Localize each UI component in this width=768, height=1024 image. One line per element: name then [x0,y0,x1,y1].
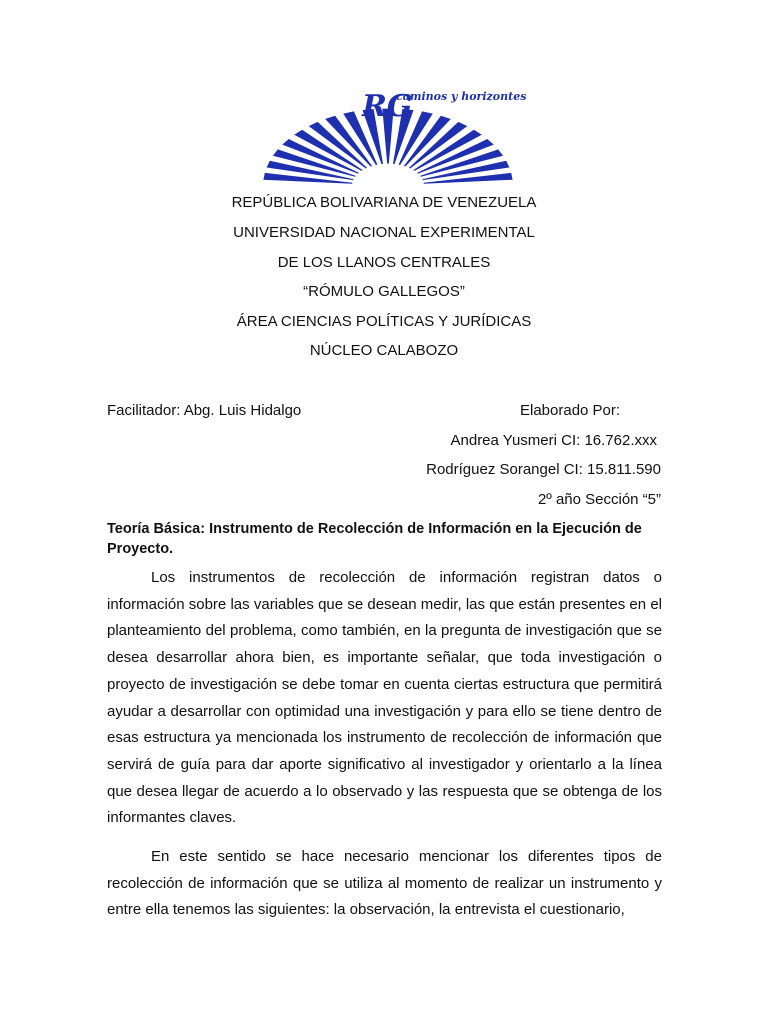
author-1: Andrea Yusmeri CI: 16.762.xxx [450,432,657,449]
facilitator-label: Facilitador: Abg. Luis Hidalgo [107,402,302,419]
header-line-6: NÚCLEO CALABOZO [309,342,459,359]
author-2: Rodríguez Sorangel CI: 15.811.590 [426,461,661,478]
section-title: Teoría Básica: Instrumento de Recolección de Información en la Ejecución de Proyecto. [107,521,642,557]
header-line-3: DE LOS LLANOS CENTRALES [277,254,491,271]
header-line-4: “RÓMULO GALLEGOS” [303,283,465,300]
course-section: 2º año Sección “5” [537,491,661,508]
logo-tagline: caminos y horizontes [396,90,527,103]
header-line-2: UNIVERSIDAD NACIONAL EXPERIMENTAL [233,224,535,241]
logo-ray [263,173,352,184]
body-paragraph-1: Los instrumentos de recolección de información registran datos o información sobre las variables que se desean medir, las que están presentes en el planteamiento del problema, como también, en la pregunta de investigación que se desea desarrollar ahora bien, es importante señalar, que toda investigación o proyecto de investigación se debe tomar en cuenta ciertas estructura que permitirá ayudar a desarrollar con optimidad una investigación y para ello se tiene dentro de esas estructura ya mencionada los instrumento de recolección de información que servirá de guía para dar aporte significativo al investigador y orientarlo a la línea que desea llegar de acuerdo a lo observado y las respuesta que se obtenga de los informantes claves. [107,569,662,827]
logo-ray [424,173,513,184]
body-paragraph-2: En este sentido se hace necesario mencionar los diferentes tipos de recolección de información que se utiliza al momento de realizar un instrumento y entre ella tenemos las siguientes: la observación, la entrevista el cuestionario, [107,848,662,919]
logo-initials: RG [362,89,413,124]
header-line-5: ÁREA CIENCIAS POLÍTICAS Y JURÍDICAS [236,313,532,330]
sunburst-logo-icon [258,88,518,188]
prepared-by-label: Elaborado Por: [520,402,621,419]
header-line-1: REPÚBLICA BOLIVARIANA DE VENEZUELA [231,194,537,211]
university-logo [258,88,527,188]
